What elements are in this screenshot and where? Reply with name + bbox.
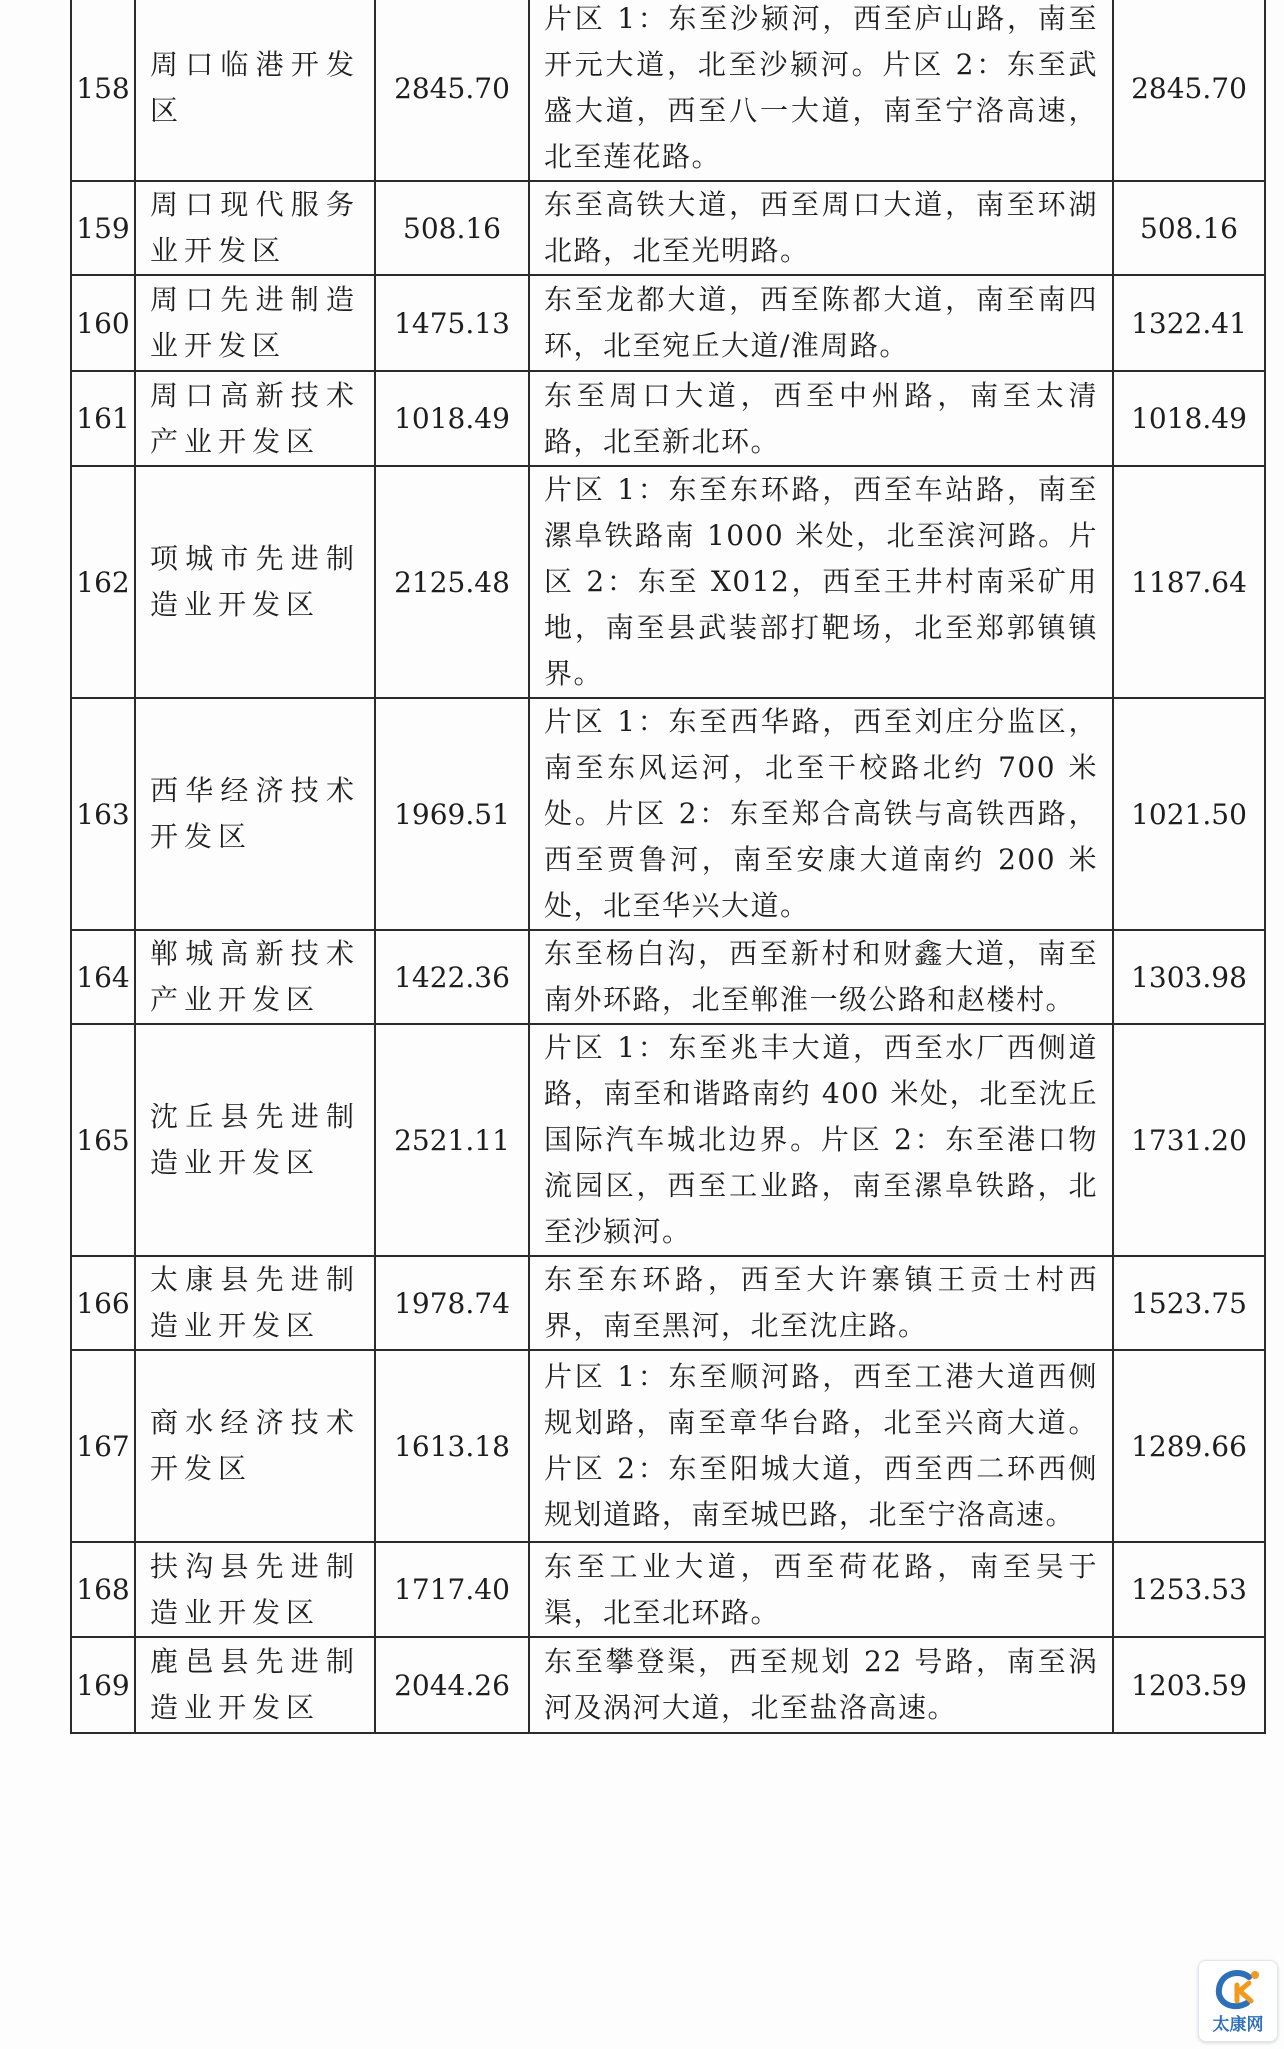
total-area: 508.16 bbox=[375, 181, 529, 275]
row-number: 160 bbox=[71, 275, 135, 371]
zone-name: 西华经济技术开发区 bbox=[135, 698, 375, 930]
core-area: 1731.20 bbox=[1113, 1024, 1265, 1256]
core-area: 1021.50 bbox=[1113, 698, 1265, 930]
core-area: 1187.64 bbox=[1113, 466, 1265, 698]
total-area: 1978.74 bbox=[375, 1256, 529, 1350]
table-row bbox=[71, 1350, 1265, 1542]
total-area: 1969.51 bbox=[375, 698, 529, 930]
zone-name: 项城市先进制造业开发区 bbox=[135, 466, 375, 698]
total-area: 1717.40 bbox=[375, 1542, 529, 1637]
boundary-description: 东至东环路，西至大许寨镇王贡士村西界，南至黑河，北至沈庄路。 bbox=[529, 1256, 1113, 1350]
total-area: 2125.48 bbox=[375, 466, 529, 698]
boundary-description: 东至周口大道，西至中州路，南至太清路，北至新北环。 bbox=[529, 371, 1113, 466]
zone-name: 沈丘县先进制造业开发区 bbox=[135, 1024, 375, 1256]
table-row bbox=[71, 181, 1265, 275]
total-area: 1018.49 bbox=[375, 371, 529, 466]
zone-name: 扶沟县先进制造业开发区 bbox=[135, 1542, 375, 1637]
boundary-description: 东至工业大道，西至荷花路，南至吴于渠，北至北环路。 bbox=[529, 1542, 1113, 1637]
total-area: 2845.70 bbox=[375, 0, 529, 181]
table-row bbox=[71, 0, 1265, 181]
boundary-description: 片区 1：东至西华路，西至刘庄分监区，南至东风运河，北至干校路北约 700 米处。片区 2：东至郑合高铁与高铁西路，西至贾鲁河，南至安康大道南约 200 米处，北至华兴大道。 bbox=[529, 698, 1113, 930]
row-number: 161 bbox=[71, 371, 135, 466]
zone-name: 鹿邑县先进制造业开发区 bbox=[135, 1637, 375, 1733]
table-row bbox=[71, 930, 1265, 1024]
core-area: 1322.41 bbox=[1113, 275, 1265, 371]
row-number: 167 bbox=[71, 1350, 135, 1542]
core-area: 1303.98 bbox=[1113, 930, 1265, 1024]
row-number: 158 bbox=[71, 0, 135, 181]
core-area: 1253.53 bbox=[1113, 1542, 1265, 1637]
table-row bbox=[71, 466, 1265, 698]
total-area: 1475.13 bbox=[375, 275, 529, 371]
core-area: 1523.75 bbox=[1113, 1256, 1265, 1350]
total-area: 2521.11 bbox=[375, 1024, 529, 1256]
zone-name: 商水经济技术开发区 bbox=[135, 1350, 375, 1542]
row-number: 169 bbox=[71, 1637, 135, 1733]
table-row bbox=[71, 1542, 1265, 1637]
site-watermark bbox=[1198, 1960, 1278, 2042]
development-zone-table bbox=[70, 0, 1266, 1734]
boundary-description: 东至攀登渠，西至规划 22 号路，南至涡河及涡河大道，北至盐洛高速。 bbox=[529, 1637, 1113, 1733]
table-body bbox=[71, 0, 1265, 1733]
boundary-description: 东至高铁大道，西至周口大道，南至环湖北路，北至光明路。 bbox=[529, 181, 1113, 275]
table-row bbox=[71, 275, 1265, 371]
row-number: 166 bbox=[71, 1256, 135, 1350]
core-area: 508.16 bbox=[1113, 181, 1265, 275]
boundary-description: 东至龙都大道，西至陈都大道，南至南四环，北至宛丘大道/淮周路。 bbox=[529, 275, 1113, 371]
boundary-description: 片区 1：东至东环路，西至车站路，南至漯阜铁路南 1000 米处，北至滨河路。片区 2：东至 X012，西至王井村南采矿用地，南至县武装部打靶场，北至郑郭镇镇界。 bbox=[529, 466, 1113, 698]
zone-name: 太康县先进制造业开发区 bbox=[135, 1256, 375, 1350]
row-number: 164 bbox=[71, 930, 135, 1024]
total-area: 2044.26 bbox=[375, 1637, 529, 1733]
row-number: 162 bbox=[71, 466, 135, 698]
core-area: 1289.66 bbox=[1113, 1350, 1265, 1542]
row-number: 168 bbox=[71, 1542, 135, 1637]
table-row bbox=[71, 1637, 1265, 1733]
taikang-logo-icon bbox=[1213, 1967, 1263, 2013]
boundary-description: 片区 1：东至顺河路，西至工港大道西侧规划路，南至章华台路，北至兴商大道。片区 2：东至阳城大道，西至西二环西侧规划道路，南至城巴路，北至宁洛高速。 bbox=[529, 1350, 1113, 1542]
table-row bbox=[71, 1256, 1265, 1350]
zone-name: 周口临港开发区 bbox=[135, 0, 375, 181]
boundary-description: 片区 1：东至沙颍河，西至庐山路，南至开元大道，北至沙颍河。片区 2：东至武盛大道，西至八一大道，南至宁洛高速，北至莲花路。 bbox=[529, 0, 1113, 181]
row-number: 165 bbox=[71, 1024, 135, 1256]
table-row bbox=[71, 698, 1265, 930]
core-area: 2845.70 bbox=[1113, 0, 1265, 181]
watermark-text: 太康网 bbox=[1212, 2015, 1264, 2035]
boundary-description: 东至杨白沟，西至新村和财鑫大道，南至南外环路，北至郸淮一级公路和赵楼村。 bbox=[529, 930, 1113, 1024]
row-number: 159 bbox=[71, 181, 135, 275]
core-area: 1203.59 bbox=[1113, 1637, 1265, 1733]
row-number: 163 bbox=[71, 698, 135, 930]
table-row bbox=[71, 371, 1265, 466]
zone-name: 周口现代服务业开发区 bbox=[135, 181, 375, 275]
total-area: 1422.36 bbox=[375, 930, 529, 1024]
boundary-description: 片区 1：东至兆丰大道，西至水厂西侧道路，南至和谐路南约 400 米处，北至沈丘国际汽车城北边界。片区 2：东至港口物流园区，西至工业路，南至漯阜铁路，北至沙颍河。 bbox=[529, 1024, 1113, 1256]
zone-name: 周口先进制造业开发区 bbox=[135, 275, 375, 371]
zone-name: 郸城高新技术产业开发区 bbox=[135, 930, 375, 1024]
core-area: 1018.49 bbox=[1113, 371, 1265, 466]
table-row bbox=[71, 1024, 1265, 1256]
zone-name: 周口高新技术产业开发区 bbox=[135, 371, 375, 466]
total-area: 1613.18 bbox=[375, 1350, 529, 1542]
